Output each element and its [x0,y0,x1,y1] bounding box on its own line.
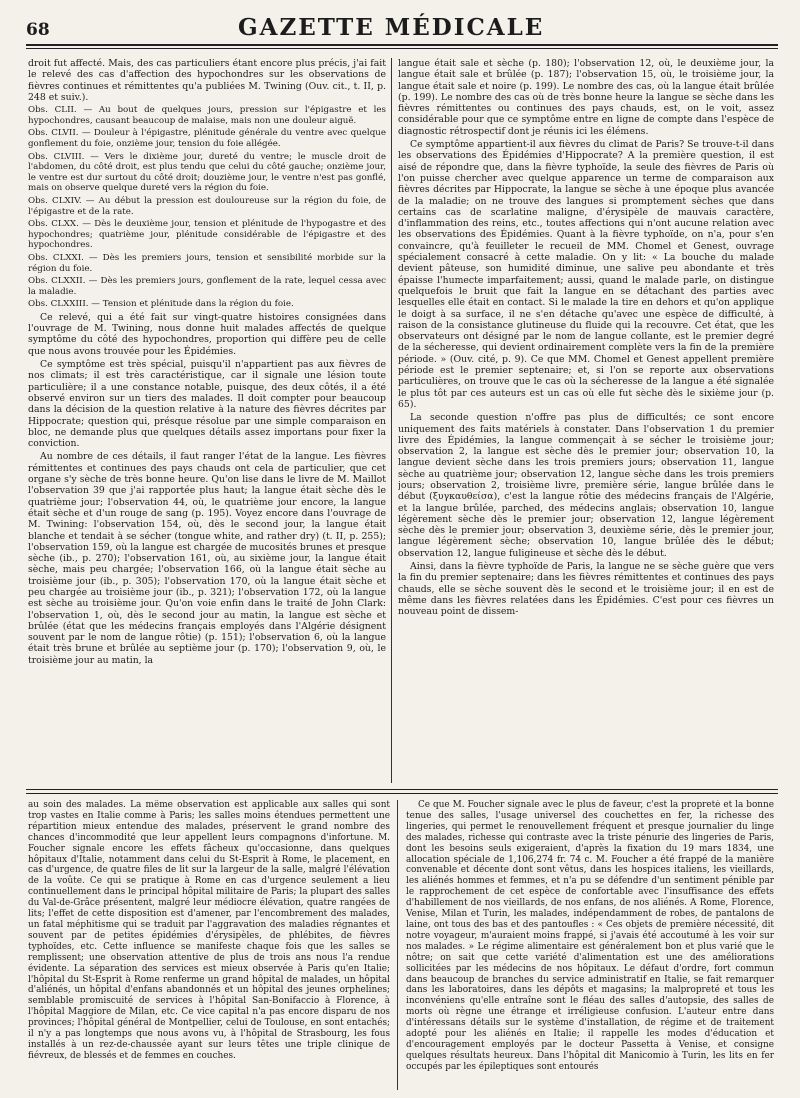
observation-item: Obs. CLXXII. — Dès les premiers jours, gonflement de la rate, lequel cessa avec la maladie. [28,276,386,297]
column-left [28,58,386,783]
observation-item: Obs. CLXIV. — Au début la pression est douloureuse sur la région du foie, de l'épigastre et de la rate. [28,195,386,217]
masthead-title: GAZETTE MÉDICALE [238,14,545,41]
paragraph: langue était sale et sèche (p. 180); l'observation 12, où, le deuxième jour, la langue était sale et brûlée (p. 187); l'observation 15, où, le troisième jour, la langue était sale et noire (p. 199). Le nombre des cas, où la langue était brûlée (p. 199). Le nombre des cas où de très bonne heure la langue se sèche dans les fièvres rémittentes ou continues des pays chauds, est, on le voit, assez considérable pour que ce symptôme entre en ligne de compte dans l'espèce de diagnostic rétrospectif dont je réunis ici les élémens. [398,58,774,137]
paragraph: Ce que M. Foucher signale avec le plus de faveur, c'est la propreté et la bonne tenue des salles, l'usage universel des couchettes en fer, la richesse des lingeries, qui permet le renouvellement fréquent et presque journalier du linge des malades, richesse qui contraste avec la triste pénurie des lingeries de Paris, dont les besoins seuls exigeraient, d'après la fixation du 19 mars 1834, une allocation spéciale de 1,106,274 fr. 74 c. M. Foucher a été frappé de la manière convenable et décente dont sont vêtus, dans les hospices italiens, les vieillards, les aliénés hommes et femmes, et n'a pu se défendre d'un sentiment pénible par le rapprochement de cet espèce de confortable avec l'insuffisance des effets d'habillement de nos vieillards, de nos enfans, de nos aliénés. A Rome, Florence, Venise, Milan et Turin, les malades, indépendamment de robes, de pantalons de laine, ont tous des bas et des pantoufles : « Ces objets de première nécessité, dit notre voyageur, m'auraient moins frappé, si j'avais été accoutumé à les voir sur nos malades. » Le régime alimentaire est généralement bon et plus varié que le nôtre; on sait que cette variété d'alimentation est une des améliorations sollicitées par les médecins de nos hôpitaux. Le défaut d'ordre, fort commun dans beaucoup de branches du service administratif en Italie, se fait remarquer dans les laboratoires, dans les dépôts et magasins; la malpropreté et tous les inconvéniens qu'elle entraîne sont le fléau des salles d'autopsie, des salles de morts où règne une étrange et irréligieuse confusion. L'auteur entre dans d'intéressans détails sur le système d'installation, de régime et de traitement adopté pour les aliénés en Italie; il rappelle les modes d'éducation et d'encouragement employés par le docteur Passetta à Venise, et consigne quelques résultats heureux. Dans l'hôpital dit Manicomio à Turin, les lits en fer occupés par les épileptiques sont entourés [406,800,774,1072]
paragraph: Ce relevé, qui a été fait sur vingt-quatre histoires consignées dans l'ouvrage de M. Twining, nous donne huit malades affectés de quelque symptôme du côté des hypochondres, proportion qui diffère peu de celle que nous avons trouvée pour les Épidémies. [28,311,386,357]
observation-item: Obs. CLXX. — Dès le deuxième jour, tension et plénitude de l'hypogastre et des hypochondres; quatrième jour, plénitude considérable de l'épigastre et des hypochondres. [28,219,386,251]
observation-item: Obs. CLXXI. — Dès les premiers jours, tension et sensibilité morbide sur la région du foie. [28,252,386,274]
page-number: 68 [26,20,50,40]
observation-item: Obs. CLVII. — Douleur à l'épigastre, plénitude générale du ventre avec quelque gonflement du foie, onzième jour, tension du foie allégée. [28,128,386,149]
paragraph: La seconde question n'offre pas plus de difficultés; ce sont encore uniquement des faits matériels à constater. Dans l'observation 1 du premier livre des Épidémies, la langue commençait à se sécher le troisième jour; observation 2, la langue est sèche dès le premier jour; observation 10, la langue devient sèche dans les trois premiers jours; observation 11, langue sèche au quatrième jour; observation 12, langue sèche dans les trois premiers jours; observation 2, troisième livre, première série, langue brûlée dans le début (ξυγκαυθείσα), c'est la langue rôtie des médecins français de l'Algérie, et la langue brûlée, parched, des médecins anglais; observation 10, langue légèrement sèche dès le premier jour; observation 12, langue légèrement sèche dès le premier jour; observation 3, deuxième série, dès le premier jour, langue légèrement sèche; observation 10, langue brûlée dès le début; observation 12, langue fuligineuse et sèche dès le début. [398,412,774,559]
paragraph: Ainsi, dans la fièvre typhoïde de Paris, la langue ne se sèche guère que vers la fin du premier septenaire; dans les fièvres rémittentes et continues des pays chauds, elle se sèche souvent dès le second et le troisième jour; il en est de même dans les fièvres relatées dans les Épidémies. C'est pour ces fièvres un nouveau point de dissem- [398,561,774,618]
observation-item: Obs. CLXXIII. — Tension et plénitude dans la région du foie. [28,299,294,310]
section-rule [26,793,778,794]
feuilleton-right [406,800,774,1090]
header-rule [26,44,778,49]
paragraph: Ce symptôme appartient-il aux fièvres du climat de Paris? Se trouve-t-il dans les observations des Épidémies d'Hippocrate? A la première question, il est aisé de répondre que, dans la fièvre typhoïde, la seule des fièvres de Paris où l'on puisse chercher avec quelque apparence un terme de comparaison aux fièvres décrites par Hippocrate, la langue se sèche à une époque plus avancée de la maladie; on ne trouve des langues si promptement sèches que dans certains cas de scarlatine maligne, d'érysipèle de mauvais caractère, d'inflammation des reins, etc., toutes affections qui n'ont aucune relation avec les observations des Épidémies. Quant à la fièvre typhoïde, on n'a, pour s'en convaincre, qu'à feuilleter le recueil de MM. Chomel et Genest, ouvrage spécialement consacré à cette maladie. On y lit: « La bouche du malade devient pâteuse, son humidité diminue, une salive peu abondante et très épaisse l'humecte imparfaitement; aussi, quand le malade parle, on distingue quelquefois le bruit que fait la langue en se détachant des parties avec lesquelles elle était en contact. Si le malade la tire en dehors et qu'on applique le doigt à sa surface, il ne s'en détache qu'avec une espèce de difficulté, à raison de la consistance glutineuse du fluide qui la recouvre. Cet état, que les observateurs ont désigné par le nom de langue collante, est le premier degré de la sécheresse, qui devient ordinairement complète vers la fin de la première période. » (Ouv. cité, p. 9). Ce que MM. Chomel et Genest appellent première période est le premier septenaire; et, si l'on se reporte aux observations particulières, on trouve que le cas où la sécheresse de la langue a été signalée le plus tôt par ces auteurs est un cas où elle fut sèche dès le sixième jour (p. 65). [398,139,774,410]
paragraph: au soin des malades. La même observation est applicable aux salles qui sont trop vastes en Italie comme à Paris; les salles moins étendues permettent une répartition mieux entendue des malades, préservent le grand nombre des chances d'incommodité que leur appellent leurs compagnons d'infortune. M. Foucher signale encore les effets fâcheux qu'occasionne, dans quelques hôpitaux d'Italie, notamment dans celui du St-Esprit à Rome, le placement, en cas d'urgence, de quatre files de lit sur la largeur de la salle, malgré l'élévation de la voûte. Ce qui se pratique à Rome en cas d'urgence seulement a lieu continuellement dans le principal hôpital militaire de Paris; la plupart des salles du Val-de-Grâce présentent, malgré leur médiocre élévation, quatre rangées de lits; l'effet de cette disposition est d'amener, par l'encombrement des malades, un fatal méphitisme qui se traduit par l'aggravation des maladies régnantes et souvent par de petites épidémies d'érysipèles, de phlébites, de fièvres typhoïdes, etc. Cette influence se manifeste chaque fois que les salles se remplissent; une observation attentive de plus de trois ans nous l'a rendue évidente. La séparation des services est mieux observée à Paris qu'en Italie; l'hôpital du St-Esprit à Rome renferme un grand hôpital de malades, un hôpital d'aliénés, un hôpital d'enfans abandonnés et un hôpital des jeunes orphelines; semblable promiscuité de services à l'hôpital San-Bonifaccio à Florence, à l'hôpital Maggiore de Milan, etc. Ce vice capital n'a pas encore disparu de nos provinces; l'hôpital général de Montpellier, celui de Toulouse, en sont entachés; il n'y a pas longtemps que nous avons vu, à l'hôpital de Strasbourg, les fous installés à un rez-de-chaussée ayant sur leurs têtes une triple clinique de fiévreux, de blessés et de femmes en couches. [28,800,390,1061]
observation-item: Obs. CLII. — Au bout de quelques jours, pression sur l'épigastre et les hypochondres, causant beaucoup de malaise, mais non une douleur aiguë. [28,105,386,126]
feuilleton-left [28,800,390,1090]
paragraph: Ce symptôme est très spécial, puisqu'il n'appartient pas aux fièvres de nos climats; il est très caractéristique, car il signale une lésion toute particulière; il a une constance notable, puisque, des deux côtés, il a été observé environ sur un tiers des malades. Il doit compter pour beaucoup dans la décision de la question relative à la nature des fièvres décrites par Hippocrate; question qui, présque résolue par une simple comparaison en bloc, ne demande plus que quelques détails assez importans pour fixer la conviction. [28,359,386,450]
column-divider [397,800,398,1090]
column-right [398,58,774,783]
paragraph: droit fut affecté. Mais, des cas particuliers étant encore plus précis, j'ai fait le relevé des cas d'affection des hypochondres sur les observations de fièvres continues et rémittentes qu'a publiées M. Twining (Ouv. cit., t. II, p. 248 et suiv.). [28,58,386,103]
observation-item: Obs. CLVIII. — Vers le dixième jour, dureté du ventre; le muscle droit de l'abdomen, du côté droit, est plus tendu que celui du côté gauche; onzième jour, le ventre est dur surtout du côté droit; douzième jour, le ventre n'est pas gonflé, mais on observe quelque dureté vers la région du foie. [28,151,386,194]
column-divider [391,58,392,783]
paragraph: Au nombre de ces détails, il faut ranger l'état de la langue. Les fièvres rémittentes et continues des pays chauds ont cela de particulier, que cet organe s'y sèche de très bonne heure. Qu'on lise dans le livre de M. Maillot l'observation 39 que j'ai rapportée plus haut; la langue était sèche dès le quatrième jour; l'observation 44, où, le quatrième jour encore, la langue était sèche et d'un rouge de sang (p. 195). Voyez encore dans l'ouvrage de M. Twining: l'observation 154, où, dès le second jour, la langue était blanche et tendait à se sécher (tongue white, and rather dry) (t. II, p. 255); l'observation 159, où la langue est chargée de mucosités brunes et presque sèche (ib., p. 270); l'observation 161, où, au sixième jour, la langue était sèche, mais peu chargée; l'observation 166, où la langue était sèche au troisième jour (ib., p. 305); l'observation 170, où la langue était sèche et peu chargée au troisième jour (ib., p. 321); l'observation 172, où la langue est sèche au troisième jour. Qu'on voie enfin dans le traité de John Clark: l'observation 1, où, dès le second jour au matin, la langue est sèche et brûlée (état que les médecins français employés dans l'Algérie désignent souvent par le nom de langue rôtie) (p. 151); l'observation 6, où la langue était très brune et brûlée au septième jour (p. 170); l'observation 9, où, le troisième jour au matin, la [28,451,386,666]
section-rule [26,789,778,790]
